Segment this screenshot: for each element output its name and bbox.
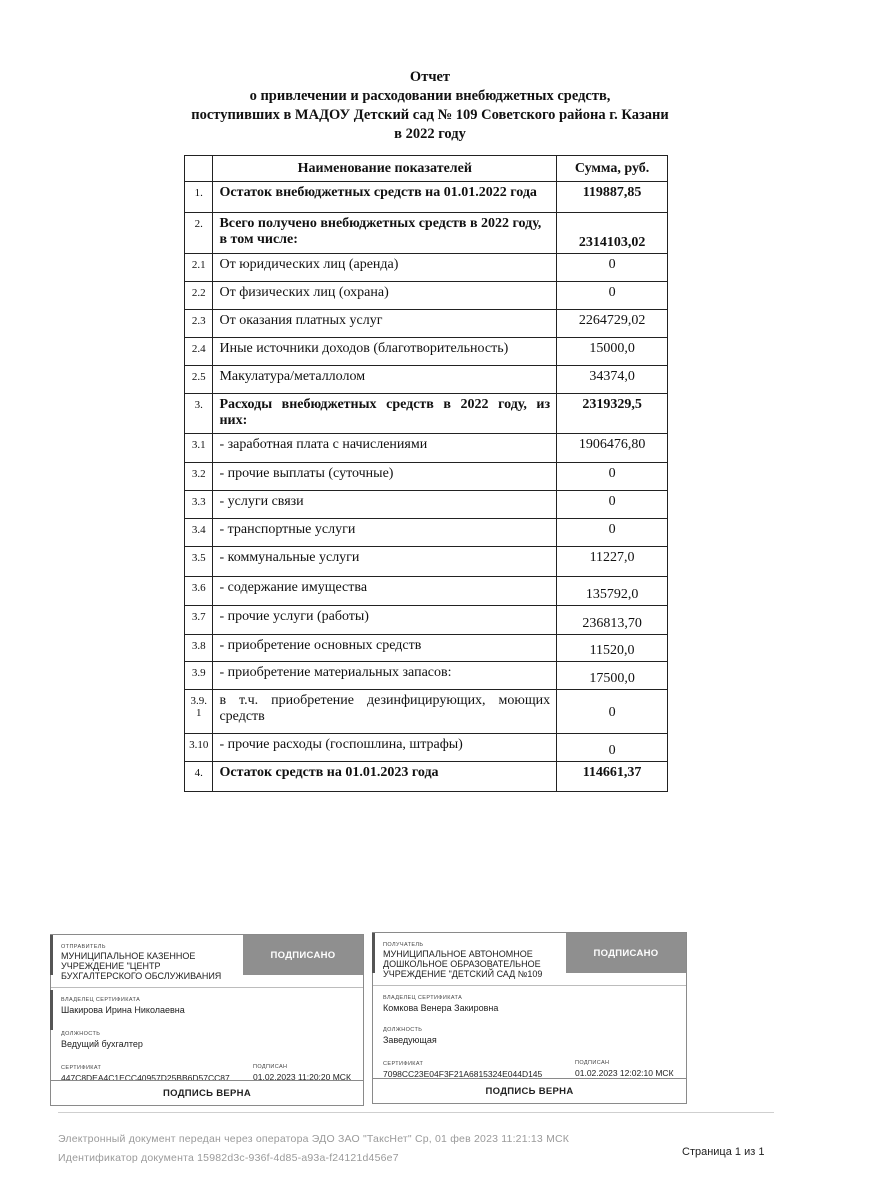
row-number: 3.5 [185,547,213,577]
org-line: УЧРЕЖДЕНИЕ "ЦЕНТР [61,961,161,971]
row-sum: 1906476,80 [557,434,668,463]
document-identifier: Идентификатор документа 15982d3c-936f-4d85-a93a-f24121d456e7 [58,1152,399,1164]
receiver-role-label: ПОЛУЧАТЕЛЬ [383,942,424,948]
row-number: 2.5 [185,366,213,394]
row-name-line-2: в том числе: [219,232,298,247]
table-row [185,762,668,792]
row-name: Макулатура/металлолом [213,366,557,394]
row-name: От физических лиц (охрана) [213,282,557,310]
table-row [185,366,668,394]
row-number: 3.1 [185,434,213,463]
table-row [185,635,668,662]
table-row [185,434,668,463]
row-number: 2.1 [185,254,213,282]
table-row [185,662,668,690]
position-label: ДОЛЖНОСТЬ [61,1031,101,1037]
table-row [185,394,668,434]
row-name: - транспортные услуги [213,519,557,547]
page-number: Страница 1 из 1 [682,1146,765,1158]
row-name [213,213,557,254]
row-sum: 11227,0 [557,547,668,577]
row-number: 3.7 [185,606,213,635]
row-number: 3.4 [185,519,213,547]
row-name: Иные источники доходов (благотворительность) [213,338,557,366]
table-row [185,338,668,366]
row-name-line-2: средств [219,709,265,724]
table-row [185,519,668,547]
row-name-line-1: в т.ч. приобретение дезинфицирующих, моющих [219,693,551,708]
row-number [185,690,213,734]
sender-signature-stamp [50,934,364,1106]
signed-datetime: 01.02.2023 12:02:10 МСК [575,1068,674,1078]
table-row [185,463,668,491]
title-line-1: Отчет [409,69,451,85]
receiver-signature-stamp [372,932,687,1104]
signature-verified: ПОДПИСЬ ВЕРНА [373,1078,686,1103]
row-name [213,394,557,434]
signed-status-badge: ПОДПИСАНО [243,935,363,975]
row-sum: 0 [557,463,668,491]
table-row [185,547,668,577]
row-sum: 15000,0 [557,338,668,366]
signed-label: ПОДПИСАН [253,1064,288,1070]
org-line: МУНИЦИПАЛЬНОЕ АВТОНОМНОЕ [383,949,533,959]
org-line: ДОШКОЛЬНОЕ ОБРАЗОВАТЕЛЬНОЕ [383,959,541,969]
header-number [185,156,213,182]
row-number: 3.10 [185,734,213,762]
row-name: - заработная плата с начислениями [213,434,557,463]
row-sum: 17500,0 [557,662,668,690]
row-name: - приобретение основных средств [213,635,557,662]
title-line-2: о привлечении и расходовании внебюджетных средств, [249,88,611,104]
footer-divider [58,1112,774,1113]
row-sum: 0 [557,282,668,310]
row-number: 3.2 [185,463,213,491]
signed-label: ПОДПИСАН [575,1060,610,1066]
row-name: - содержание имущества [213,577,557,606]
signed-status-badge: ПОДПИСАНО [566,933,686,973]
row-name: - прочие выплаты (суточные) [213,463,557,491]
row-sum: 119887,85 [557,182,668,213]
row-name: - прочие услуги (работы) [213,606,557,635]
row-sum: 135792,0 [557,577,668,606]
position-value: Заведующая [383,1035,437,1045]
stamp-left-mark [50,935,53,975]
row-name-line-2: них: [219,413,248,428]
table-header-row [185,156,668,182]
row-number: 3.8 [185,635,213,662]
row-sum: 34374,0 [557,366,668,394]
report-title [150,68,710,144]
row-name: - приобретение материальных запасов: [213,662,557,690]
row-name: От юридических лиц (аренда) [213,254,557,282]
edo-operator-note: Электронный документ передан через оператора ЭДО ЗАО "ТаксНет" Ср, 01 фев 2023 11:21:13 МСК [58,1133,570,1145]
row-name: Остаток средств на 01.01.2023 года [213,762,557,792]
row-number: 3. [185,394,213,434]
signature-verified: ПОДПИСЬ ВЕРНА [51,1080,363,1105]
table-row [185,734,668,762]
row-name [213,690,557,734]
row-sum: 2314103,02 [557,213,668,254]
row-number: 1. [185,182,213,213]
row-number: 2.3 [185,310,213,338]
row-number: 3.3 [185,491,213,519]
row-name: От оказания платных услуг [213,310,557,338]
receiver-organization [383,949,542,979]
row-name: - коммунальные услуги [213,547,557,577]
org-line: БУХГАЛТЕРСКОГО ОБСЛУЖИВАНИЯ [61,971,222,981]
report-table [184,155,668,792]
row-sum: 114661,37 [557,762,668,792]
table-row [185,213,668,254]
row-number: 4. [185,762,213,792]
row-sum: 236813,70 [557,606,668,635]
signed-datetime: 01.02.2023 11:20:20 МСК [253,1072,351,1082]
row-sum: 0 [557,254,668,282]
row-name-line-1: Расходы внебюджетных средств в 2022 году, из [219,397,551,412]
org-line: МУНИЦИПАЛЬНОЕ КАЗЕННОЕ [61,951,196,961]
title-line-3: поступивших в МАДОУ Детский сад № 109 Советского района г. Казани [191,107,669,123]
table-row [185,491,668,519]
row-name: Остаток внебюджетных средств на 01.01.2022 года [213,182,557,213]
row-name: - прочие расходы (госпошлина, штрафы) [213,734,557,762]
owner-label: ВЛАДЕЛЕЦ СЕРТИФИКАТА [61,997,141,1003]
row-number-line-1: 3.9. [190,695,207,707]
row-sum: 2264729,02 [557,310,668,338]
row-number: 2.4 [185,338,213,366]
certificate-number: 7098CC23E04F3F21A6815324E044D145 [383,1069,543,1079]
certificate-owner: Комкова Венера Закировна [383,1003,499,1013]
row-number: 2.2 [185,282,213,310]
position-value: Ведущий бухгалтер [61,1039,143,1049]
certificate-owner: Шакирова Ирина Николаевна [61,1005,185,1015]
row-name-line-1: Всего получено внебюджетных средств в 2022 году, [219,216,542,231]
position-label: ДОЛЖНОСТЬ [383,1027,423,1033]
stamp-divider [373,985,686,986]
stamp-left-mark [50,990,53,1030]
table-row [185,310,668,338]
table-row [185,606,668,635]
org-line: УЧРЕЖДЕНИЕ "ДЕТСКИЙ САД №109 [383,969,543,979]
owner-label: ВЛАДЕЛЕЦ СЕРТИФИКАТА [383,995,463,1001]
row-sum: 0 [557,690,668,734]
table-row [185,690,668,734]
header-sum: Сумма, руб. [557,156,668,182]
row-sum: 0 [557,491,668,519]
row-number-line-2: 1 [195,707,202,719]
row-sum: 11520,0 [557,635,668,662]
table-row [185,282,668,310]
row-number: 3.9 [185,662,213,690]
table-row [185,182,668,213]
header-name: Наименование показателей [213,156,557,182]
certificate-number: 447C8DEA4C1ECC40957D25BB6D57CC87 [61,1073,230,1083]
row-sum: 0 [557,734,668,762]
table-row [185,254,668,282]
table-row [185,577,668,606]
title-line-4: в 2022 году [394,126,466,142]
stamp-divider [51,987,363,988]
row-sum: 0 [557,519,668,547]
sender-organization [61,951,221,981]
row-number: 2. [185,213,213,254]
sender-role-label: ОТПРАВИТЕЛЬ [61,944,106,950]
row-number: 3.6 [185,577,213,606]
certificate-label: СЕРТИФИКАТ [383,1061,424,1067]
stamp-left-mark [372,933,375,973]
certificate-label: СЕРТИФИКАТ [61,1065,102,1071]
row-sum: 2319329,5 [557,394,668,434]
row-name: - услуги связи [213,491,557,519]
